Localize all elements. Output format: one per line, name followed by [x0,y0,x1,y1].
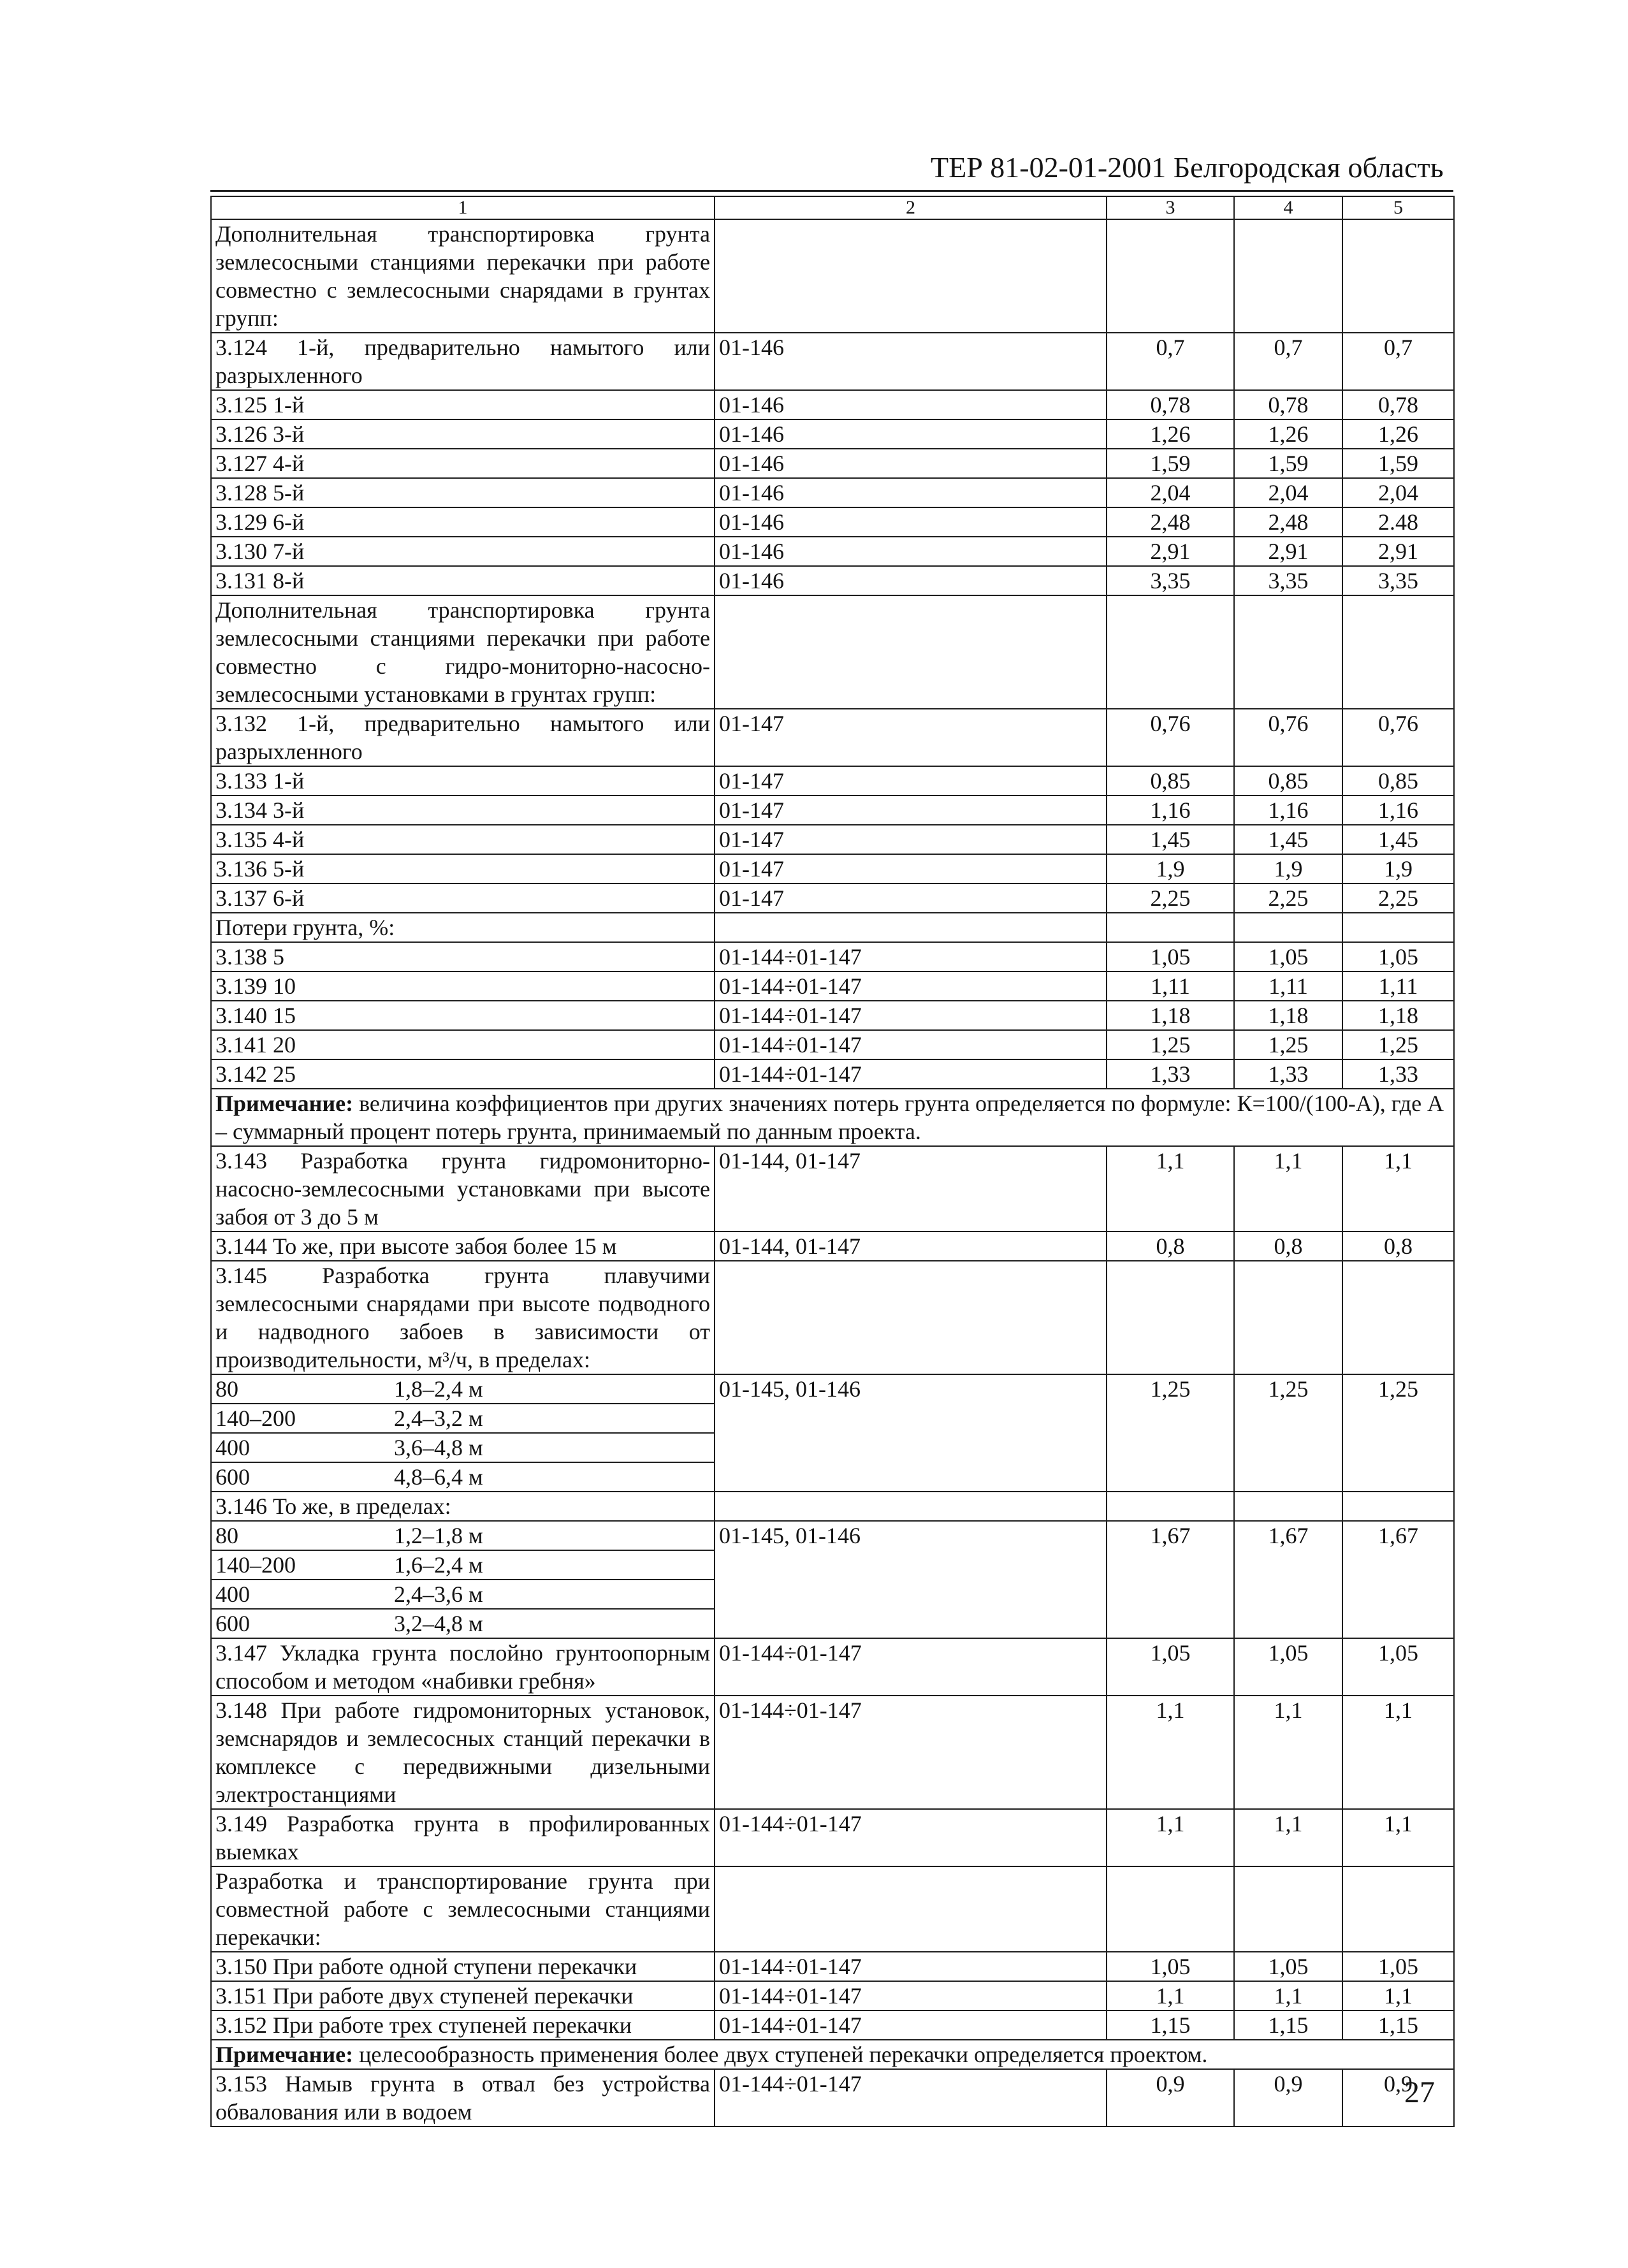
group-title-row [211,1866,1454,1952]
empty-cell [1107,595,1234,709]
empty-cell [1342,1866,1454,1952]
row-value-4: 2,48 [1234,507,1342,537]
row-value-3: 1,33 [1107,1059,1234,1089]
table-row [211,449,1454,478]
col-header-1: 1 [211,196,715,219]
page-number: 27 [1404,2075,1435,2109]
table-row [211,1696,1454,1809]
empty-cell [1342,913,1454,942]
table-row [211,390,1454,419]
row-value-4: 1,05 [1234,1638,1342,1696]
row-value-3: 1,15 [1107,2010,1234,2040]
table-row [211,1374,1454,1404]
row-value-5: 1,67 [1342,1521,1454,1638]
row-code: 01-147 [715,709,1107,766]
row-value-5: 2,25 [1342,883,1454,913]
row-name: 3.140 15 [211,1001,715,1030]
row-code: 01-146 [715,333,1107,390]
row-value-5: 1,1 [1342,1809,1454,1866]
row-value-4: 2,91 [1234,537,1342,566]
col-header-2: 2 [715,196,1107,219]
row-name: 3.150 При работе одной ступени перекачки [211,1952,715,1981]
row-code: 01-147 [715,796,1107,825]
row-code: 01-146 [715,419,1107,449]
table-row [211,1001,1454,1030]
table-row [211,2010,1454,2040]
row-value-3: 1,16 [1107,796,1234,825]
row-value-3: 0,8 [1107,1232,1234,1261]
row-value-5: 1,1 [1342,1981,1454,2010]
row-name: 3.134 3-й [211,796,715,825]
row-name: 3.133 1-й [211,766,715,796]
row-value-3: 1,11 [1107,971,1234,1001]
row-value-5: 1,9 [1342,854,1454,883]
row-name: 3.143 Разработка грунта гидромониторно-насосно-землесосными установками при высоте забоя от 3 до 5 м [211,1146,715,1232]
table-row [211,854,1454,883]
group-title: Потери грунта, %: [211,913,715,942]
row-code: 01-146 [715,390,1107,419]
note-label: Примечание: [215,2042,354,2067]
height-range: 4,8–6,4 м [394,1464,483,1490]
row-code: 01-147 [715,854,1107,883]
row-code: 01-144÷01-147 [715,2069,1107,2126]
row-value-4: 1,25 [1234,1030,1342,1059]
row-value-5: 1,15 [1342,2010,1454,2040]
height-range: 2,4–3,2 м [394,1406,483,1431]
sub-range-cell [211,1433,715,1462]
row-value-5: 0,78 [1342,390,1454,419]
table-row [211,1521,1454,1550]
table-row [211,1492,1454,1521]
row-value-4: 0,8 [1234,1232,1342,1261]
row-value-4: 1,26 [1234,419,1342,449]
row-code: 01-144÷01-147 [715,1696,1107,1809]
group-title-row [211,913,1454,942]
row-name: 3.128 5-й [211,478,715,507]
row-value-4: 1,59 [1234,449,1342,478]
row-name: 3.129 6-й [211,507,715,537]
row-value-5: 1,26 [1342,419,1454,449]
productivity: 600 [215,1464,250,1490]
row-value-4: 2,25 [1234,883,1342,913]
row-value-4: 1,1 [1234,1696,1342,1809]
table-row [211,2069,1454,2126]
row-name: 3.135 4-й [211,825,715,854]
row-value-3: 0,9 [1107,2069,1234,2126]
row-value-5: 1,25 [1342,1030,1454,1059]
table-row [211,1261,1454,1374]
row-value-3: 0,85 [1107,766,1234,796]
row-code: 01-145, 01-146 [715,1374,1107,1492]
note-text: величина коэффициентов при других значениях потерь грунта определяется по формуле: К=100/(100-А), где А – суммарный процент потерь грунта, принимаемый по данным проекта. [215,1091,1444,1144]
row-value-3: 1,25 [1107,1374,1234,1492]
row-value-3: 1,18 [1107,1001,1234,1030]
row-value-4: 0,78 [1234,390,1342,419]
table-row [211,971,1454,1001]
table-row [211,1232,1454,1261]
row-value-3: 1,9 [1107,854,1234,883]
row-code: 01-146 [715,537,1107,566]
height-range: 2,4–3,6 м [394,1581,483,1607]
height-range: 1,6–2,4 м [394,1552,483,1578]
row-code: 01-147 [715,883,1107,913]
row-value-4: 0,9 [1234,2069,1342,2126]
row-value-5: 3,35 [1342,566,1454,595]
empty-cell [1234,1866,1342,1952]
row-name: 3.125 1-й [211,390,715,419]
row-name: 3.152 При работе трех ступеней перекачки [211,2010,715,2040]
sub-range-cell [211,1462,715,1492]
header-rule [210,190,1453,192]
empty-cell [715,1492,1107,1521]
row-name: 3.142 25 [211,1059,715,1089]
productivity: 140–200 [215,1406,296,1431]
row-value-3: 1,25 [1107,1030,1234,1059]
row-value-3: 1,1 [1107,1146,1234,1232]
row-code: 01-147 [715,825,1107,854]
row-value-4: 1,45 [1234,825,1342,854]
row-value-3: 0,7 [1107,333,1234,390]
row-value-5: 1,05 [1342,1952,1454,1981]
row-value-4: 1,1 [1234,1981,1342,2010]
group-title-row [211,595,1454,709]
table-row [211,566,1454,595]
row-value-5: 1,05 [1342,1638,1454,1696]
row-value-5: 1,25 [1342,1374,1454,1492]
row-code: 01-147 [715,766,1107,796]
row-value-3: 1,67 [1107,1521,1234,1638]
row-code: 01-144÷01-147 [715,1059,1107,1089]
row-value-5: 2.48 [1342,507,1454,537]
table-row [211,507,1454,537]
row-value-4: 1,1 [1234,1146,1342,1232]
empty-cell [1107,1866,1234,1952]
row-name: 3.127 4-й [211,449,715,478]
row-code: 01-144÷01-147 [715,1981,1107,2010]
row-value-4: 1,05 [1234,942,1342,971]
sub-range-cell [211,1404,715,1433]
table-row [211,419,1454,449]
row-value-5: 0,7 [1342,333,1454,390]
empty-cell [1342,219,1454,333]
row-value-5: 1,1 [1342,1696,1454,1809]
empty-cell [1234,595,1342,709]
empty-cell [715,1866,1107,1952]
empty-cell [1342,1261,1454,1374]
row-value-3: 1,05 [1107,942,1234,971]
table-row [211,1952,1454,1981]
productivity: 80 [215,1376,238,1402]
table-row [211,709,1454,766]
row-value-4: 1,11 [1234,971,1342,1001]
row-name: 3.144 То же, при высоте забоя более 15 м [211,1232,715,1261]
note-text: целесообразность применения более двух ступеней перекачки определяется проектом. [353,2042,1208,2067]
row-value-5: 0,8 [1342,1232,1454,1261]
productivity: 80 [215,1523,238,1548]
sub-range-cell [211,1580,715,1609]
group-title-row [211,219,1454,333]
height-range: 1,2–1,8 м [394,1523,483,1548]
col-header-4: 4 [1234,196,1342,219]
row-value-5: 0,85 [1342,766,1454,796]
sub-range-cell [211,1521,715,1550]
row-code: 01-146 [715,449,1107,478]
row-value-4: 3,35 [1234,566,1342,595]
row-name: 3.141 20 [211,1030,715,1059]
row-code: 01-144, 01-147 [715,1146,1107,1232]
table-row [211,333,1454,390]
empty-cell [715,913,1107,942]
row-value-4: 0,7 [1234,333,1342,390]
table-row [211,825,1454,854]
row-value-5: 1,05 [1342,942,1454,971]
productivity: 600 [215,1611,250,1636]
row-code: 01-144÷01-147 [715,1030,1107,1059]
row-value-5: 0,76 [1342,709,1454,766]
productivity: 140–200 [215,1552,296,1578]
table-row [211,766,1454,796]
productivity: 400 [215,1581,250,1607]
row-value-3: 0,78 [1107,390,1234,419]
row-value-3: 2,48 [1107,507,1234,537]
row-code: 01-144÷01-147 [715,942,1107,971]
row-value-5: 1,59 [1342,449,1454,478]
row-name: 3.137 6-й [211,883,715,913]
table-row [211,1030,1454,1059]
productivity: 400 [215,1435,250,1460]
empty-cell [1107,219,1234,333]
empty-cell [1107,1492,1234,1521]
row-name: 3.124 1-й, предварительно намытого или разрыхленного [211,333,715,390]
empty-cell [1234,913,1342,942]
table-row [211,1059,1454,1089]
height-range: 3,6–4,8 м [394,1435,483,1460]
note-cell [211,2040,1454,2069]
row-value-5: 1,1 [1342,1146,1454,1232]
row-name: 3.146 То же, в пределах: [211,1492,715,1521]
row-value-3: 1,45 [1107,825,1234,854]
row-value-4: 1,9 [1234,854,1342,883]
row-name: 3.148 При работе гидромониторных установок, земснарядов и землесосных станций перекачки в комплексе с передвижными дизельными электростанциями [211,1696,715,1809]
sub-range-cell [211,1374,715,1404]
table-row [211,478,1454,507]
row-value-3: 2,04 [1107,478,1234,507]
row-value-3: 1,26 [1107,419,1234,449]
row-value-3: 0,76 [1107,709,1234,766]
row-code: 01-144÷01-147 [715,1809,1107,1866]
row-value-4: 1,1 [1234,1809,1342,1866]
row-value-5: 2,04 [1342,478,1454,507]
row-value-3: 1,1 [1107,1809,1234,1866]
empty-cell [1234,219,1342,333]
sub-range-cell [211,1550,715,1580]
table-row [211,537,1454,566]
row-code: 01-144÷01-147 [715,2010,1107,2040]
height-range: 1,8–2,4 м [394,1376,483,1402]
row-value-4: 1,16 [1234,796,1342,825]
row-value-4: 1,15 [1234,2010,1342,2040]
row-name: 3.139 10 [211,971,715,1001]
row-name: 3.149 Разработка грунта в профилированных выемках [211,1809,715,1866]
row-value-5: 1,11 [1342,971,1454,1001]
row-value-5: 2,91 [1342,537,1454,566]
col-header-5: 5 [1342,196,1454,219]
row-name: 3.130 7-й [211,537,715,566]
row-value-5: 1,16 [1342,796,1454,825]
row-value-4: 1,33 [1234,1059,1342,1089]
row-value-3: 3,35 [1107,566,1234,595]
empty-cell [1107,1261,1234,1374]
note-label: Примечание: [215,1091,354,1116]
empty-cell [1342,595,1454,709]
row-name: 3.132 1-й, предварительно намытого или разрыхленного [211,709,715,766]
row-code: 01-145, 01-146 [715,1521,1107,1638]
row-name: 3.147 Укладка грунта послойно грунтоопорным способом и методом «набивки гребня» [211,1638,715,1696]
table-row [211,1146,1454,1232]
row-value-4: 0,85 [1234,766,1342,796]
row-value-5: 1,18 [1342,1001,1454,1030]
row-name: 3.145 Разработка грунта плавучими землесосными снарядами при высоте подводного и надводного забоев в зависимости от производительности, м³/ч, в пределах: [211,1261,715,1374]
row-code: 01-144÷01-147 [715,971,1107,1001]
row-value-4: 1,25 [1234,1374,1342,1492]
row-value-3: 1,05 [1107,1952,1234,1981]
table-row [211,1638,1454,1696]
table-row [211,942,1454,971]
row-value-5: 1,33 [1342,1059,1454,1089]
empty-cell [715,595,1107,709]
row-code: 01-146 [715,566,1107,595]
row-name: 3.136 5-й [211,854,715,883]
row-value-4: 0,76 [1234,709,1342,766]
row-name: 3.131 8-й [211,566,715,595]
column-number-row [211,196,1454,219]
group-title: Дополнительная транспортировка грунта землесосными станциями перекачки при работе совместно с землесосными снарядами в грунтах групп: [211,219,715,333]
row-value-3: 2,25 [1107,883,1234,913]
row-value-3: 1,59 [1107,449,1234,478]
row-code: 01-146 [715,478,1107,507]
row-value-4: 1,67 [1234,1521,1342,1638]
table-row [211,883,1454,913]
row-code: 01-144÷01-147 [715,1001,1107,1030]
row-value-3: 1,05 [1107,1638,1234,1696]
table-row [211,1981,1454,2010]
empty-cell [1342,1492,1454,1521]
row-code: 01-144÷01-147 [715,1952,1107,1981]
col-header-3: 3 [1107,196,1234,219]
note-row [211,2040,1454,2069]
group-title: Разработка и транспортирование грунта при совместной работе с землесосными станциями перекачки: [211,1866,715,1952]
row-code: 01-144, 01-147 [715,1232,1107,1261]
empty-cell [715,1261,1107,1374]
document-header: ТЕР 81-02-01-2001 Белгородская область [931,151,1444,184]
empty-cell [715,219,1107,333]
row-name: 3.126 3-й [211,419,715,449]
row-value-4: 1,18 [1234,1001,1342,1030]
row-code: 01-144÷01-147 [715,1638,1107,1696]
row-value-5: 1,45 [1342,825,1454,854]
row-value-5: 0,9 [1342,2069,1454,2126]
row-value-4: 1,05 [1234,1952,1342,1981]
row-value-3: 2,91 [1107,537,1234,566]
row-code: 01-146 [715,507,1107,537]
row-name: 3.151 При работе двух ступеней перекачки [211,1981,715,2010]
row-value-3: 1,1 [1107,1696,1234,1809]
row-value-3: 1,1 [1107,1981,1234,2010]
row-name: 3.153 Намыв грунта в отвал без устройства обвалования или в водоем [211,2069,715,2126]
note-cell [211,1089,1454,1146]
sub-range-cell [211,1609,715,1638]
table-row [211,1809,1454,1866]
coefficients-table [210,196,1455,2127]
row-value-4: 2,04 [1234,478,1342,507]
group-title: Дополнительная транспортировка грунта землесосными станциями перекачки при работе совместно с гидро-мониторно-насосно-землесосными установками в грунтах групп: [211,595,715,709]
empty-cell [1234,1261,1342,1374]
empty-cell [1107,913,1234,942]
table-row [211,796,1454,825]
note-row [211,1089,1454,1146]
height-range: 3,2–4,8 м [394,1611,483,1636]
row-name: 3.138 5 [211,942,715,971]
empty-cell [1234,1492,1342,1521]
